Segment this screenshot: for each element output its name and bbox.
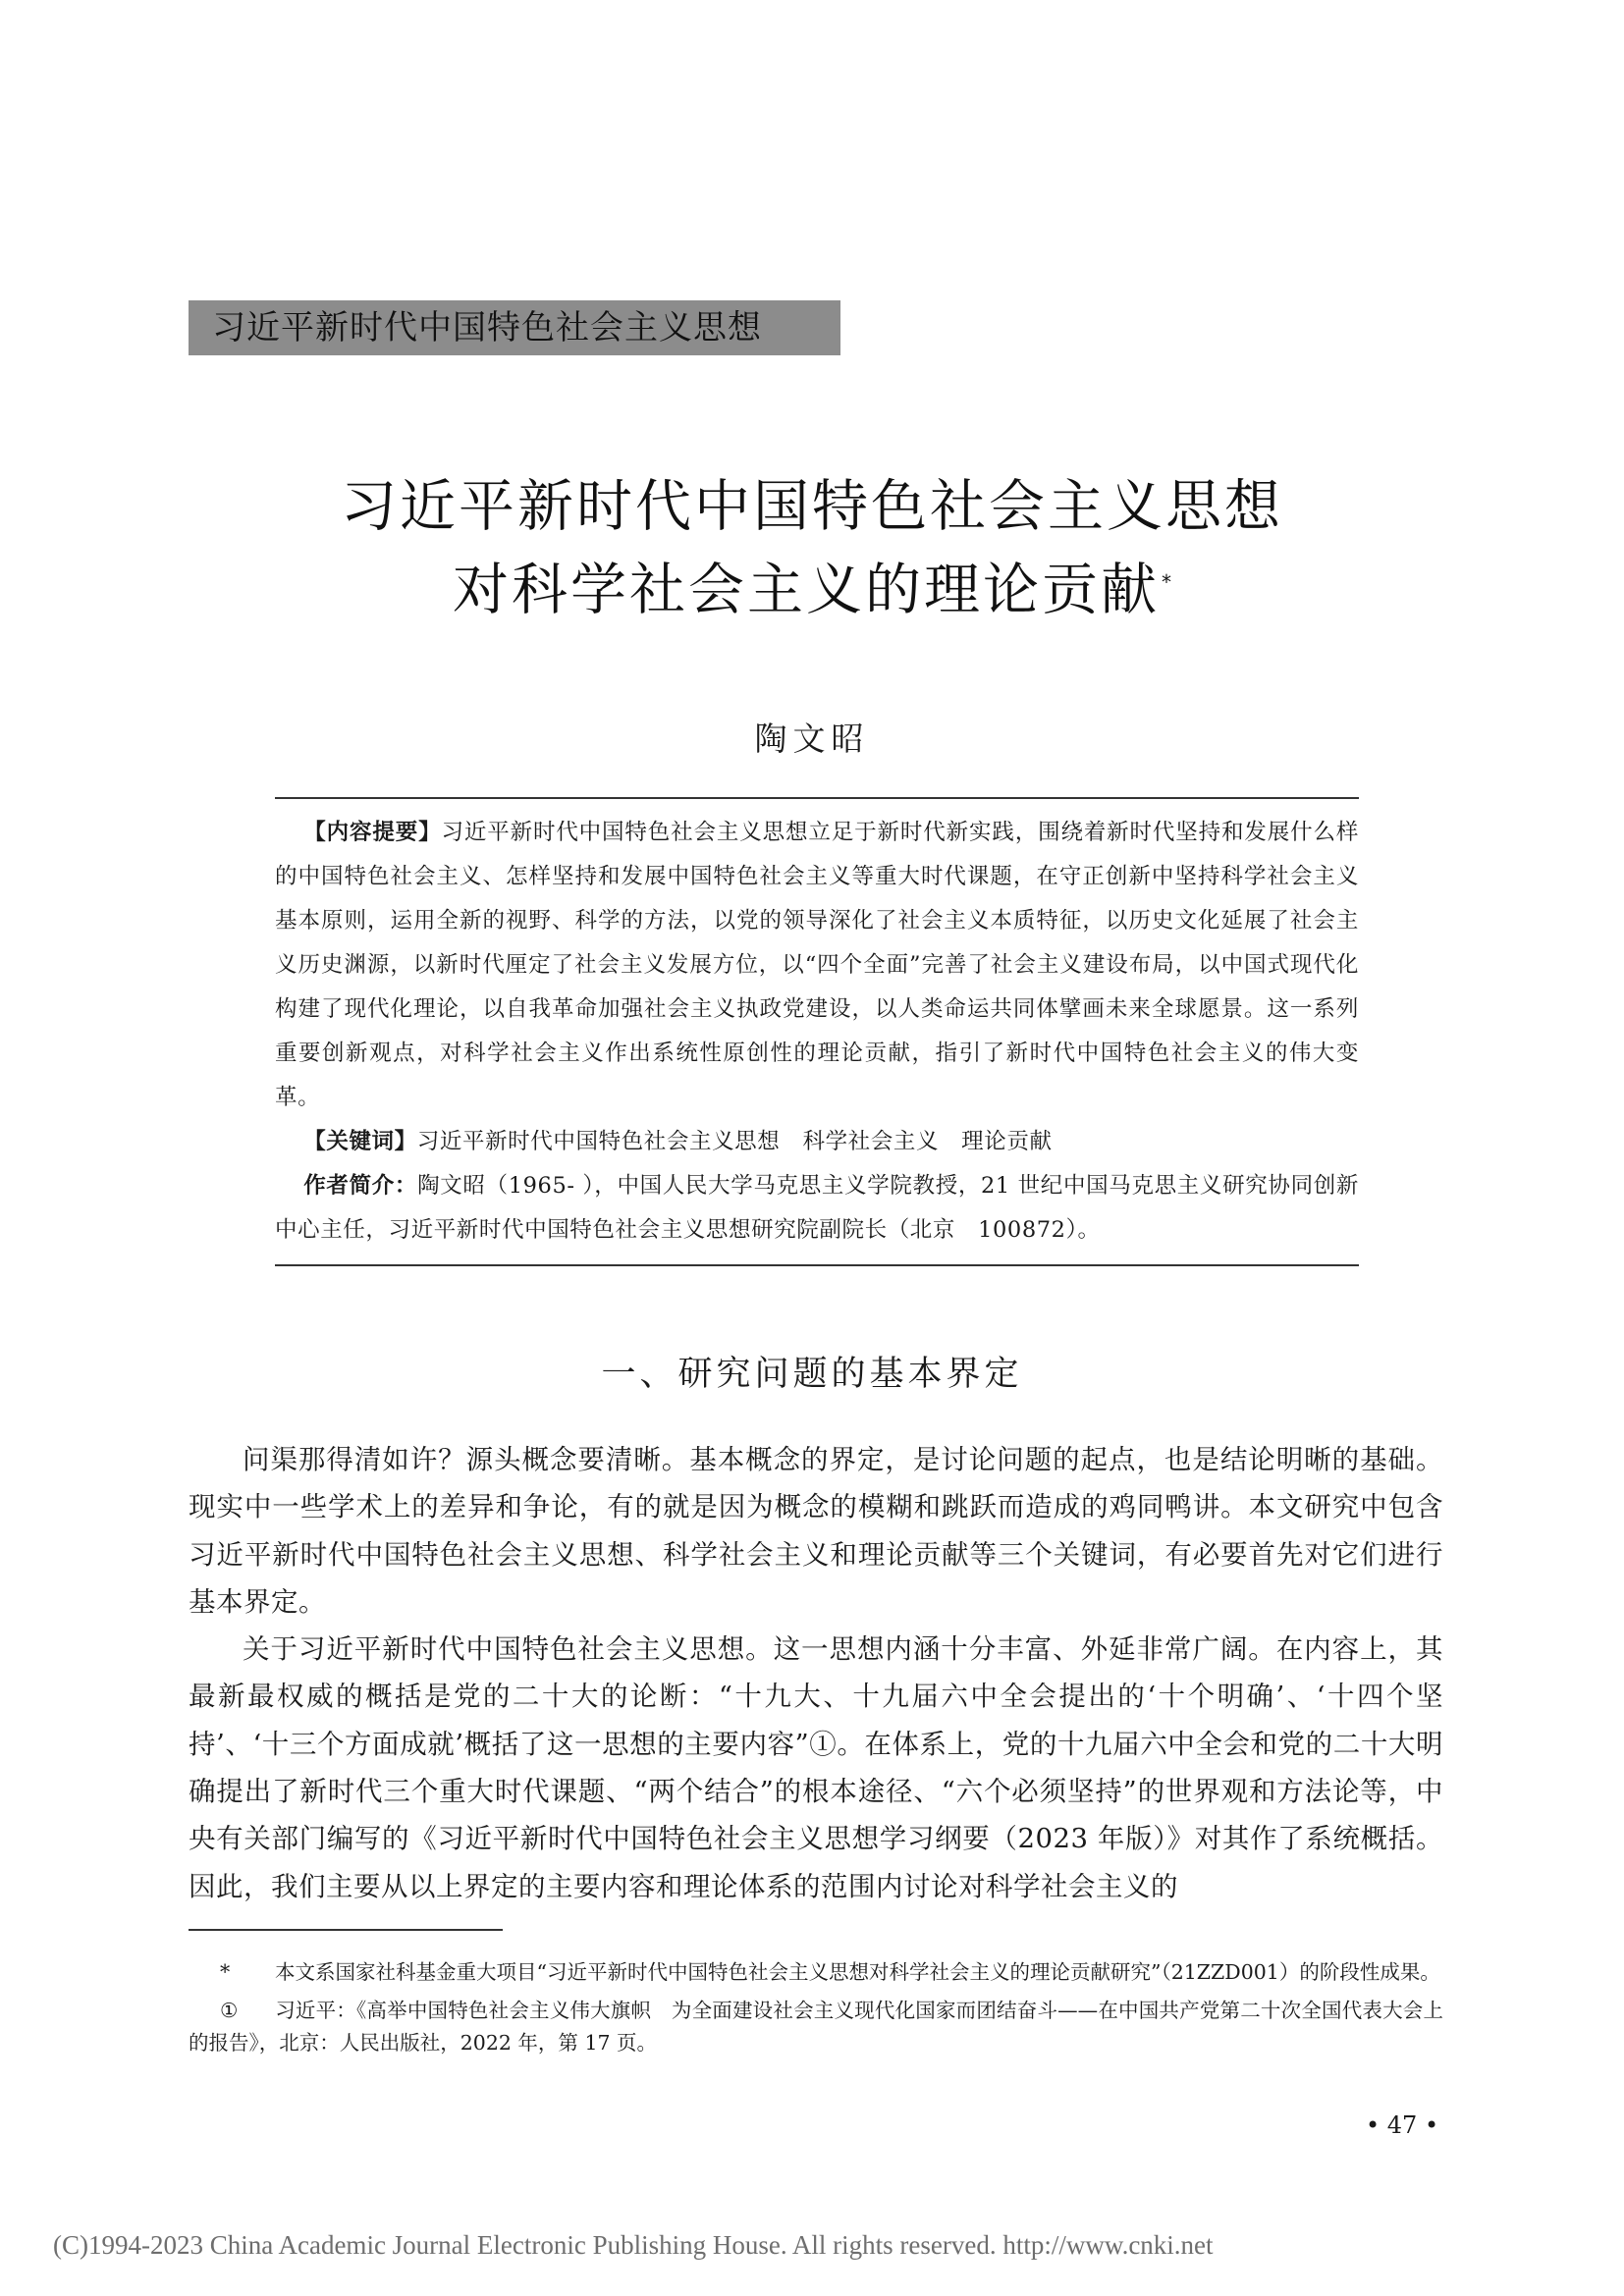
- footnote: [189, 1995, 1443, 2059]
- abstract-label: 【内容提要】: [303, 820, 442, 845]
- author-bio-label: 作者简介：: [303, 1173, 418, 1199]
- abstract-text: 习近平新时代中国特色社会主义思想立足于新时代新实践，围绕着新时代坚持和发展什么样的中国特色社会主义、怎样坚持和发展中国特色社会主义等重大时代课题，在守正创新中坚持科学社会主义基本原则，运用全新的视野、科学的方法，以党的领导深化了社会主义本质特征，以历史文化延展了社会主义历史渊源，以新时代厘定了社会主义发展方位，以“四个全面”完善了社会主义建设布局，以中国式现代化构建了现代化理论，以自我革命加强社会主义执政党建设，以人类命运共同体擘画未来全球愿景。这一系列重要创新观点，对科学社会主义作出系统性原创性的理论贡献，指引了新时代中国特色社会主义的伟大变革。: [275, 820, 1359, 1110]
- footnote-divider: [189, 1929, 503, 1931]
- section-heading: 一、研究问题的基本界定: [601, 1355, 1023, 1394]
- article-title-line-1: [0, 461, 1624, 542]
- footnote: [189, 1956, 1443, 1989]
- title-note-mark: *: [1162, 570, 1171, 594]
- title-line-2-text: 对科学社会主义的理论贡献: [453, 558, 1160, 622]
- keywords: [275, 1120, 1359, 1164]
- footnotes: [189, 1956, 1443, 2065]
- article-title-line-2: [0, 545, 1624, 625]
- keywords-label: 【关键词】: [303, 1129, 417, 1154]
- abstract-box: [275, 797, 1359, 1266]
- footnote-mark: *: [220, 1960, 231, 1984]
- page-number: • 47 •: [1366, 2111, 1439, 2139]
- author-bio: [275, 1164, 1359, 1253]
- title-line-1-text: 习近平新时代中国特色社会主义思想: [341, 474, 1283, 539]
- footnote-text: 本文系国家社科基金重大项目“习近平新时代中国特色社会主义思想对科学社会主义的理论贡献研究”（21ZZD001）的阶段性成果。: [275, 1960, 1440, 1984]
- footnote-mark: ①: [220, 1999, 239, 2022]
- author-bio-text: 陶文昭（1965- ），中国人民大学马克思主义学院教授，21 世纪中国马克思主义研究协同创新中心主任，习近平新时代中国特色社会主义思想研究院副院长（北京 100872）。: [275, 1173, 1359, 1243]
- column-tag: 习近平新时代中国特色社会主义思想: [189, 300, 840, 355]
- keywords-text: 习近平新时代中国特色社会主义思想 科学社会主义 理论贡献: [416, 1129, 1053, 1154]
- footnote-text: 习近平：《高举中国特色社会主义伟大旗帜 为全面建设社会主义现代化国家而团结奋斗——在中国共产党第二十次全国代表大会上的报告》，北京：人民出版社，2022 年，第 17 页。: [189, 1999, 1443, 2055]
- body-text: [189, 1436, 1443, 1910]
- paragraph: 问渠那得清如许？源头概念要清晰。基本概念的界定，是讨论问题的起点，也是结论明晰的基础。现实中一些学术上的差异和争论，有的就是因为概念的模糊和跳跃而造成的鸡同鸭讲。本文研究中包含习近平新时代中国特色社会主义思想、科学社会主义和理论贡献等三个关键词，有必要首先对它们进行基本界定。: [189, 1444, 1443, 1618]
- paragraph: 关于习近平新时代中国特色社会主义思想。这一思想内涵十分丰富、外延非常广阔。在内容上，其最新最权威的概括是党的二十大的论断：“十九大、十九届六中全会提出的‘十个明确’、‘十四个坚持’、‘十三个方面成就’概括了这一思想的主要内容”①。在体系上，党的十九届六中全会和党的二十大明确提出了新时代三个重大时代课题、“两个结合”的根本途径、“六个必须坚持”的世界观和方法论等，中央有关部门编写的《习近平新时代中国特色社会主义思想学习纲要（2023 年版）》对其作了系统概括。因此，我们主要从以上界定的主要内容和理论体系的范围内讨论对科学社会主义的: [189, 1633, 1443, 1902]
- author-name: 陶文昭: [754, 720, 870, 758]
- copyright-notice: (C)1994-2023 China Academic Journal Electronic Publishing House. All rights reserved. http://www.cnki.net: [53, 2230, 1214, 2260]
- abstract: [275, 811, 1359, 1120]
